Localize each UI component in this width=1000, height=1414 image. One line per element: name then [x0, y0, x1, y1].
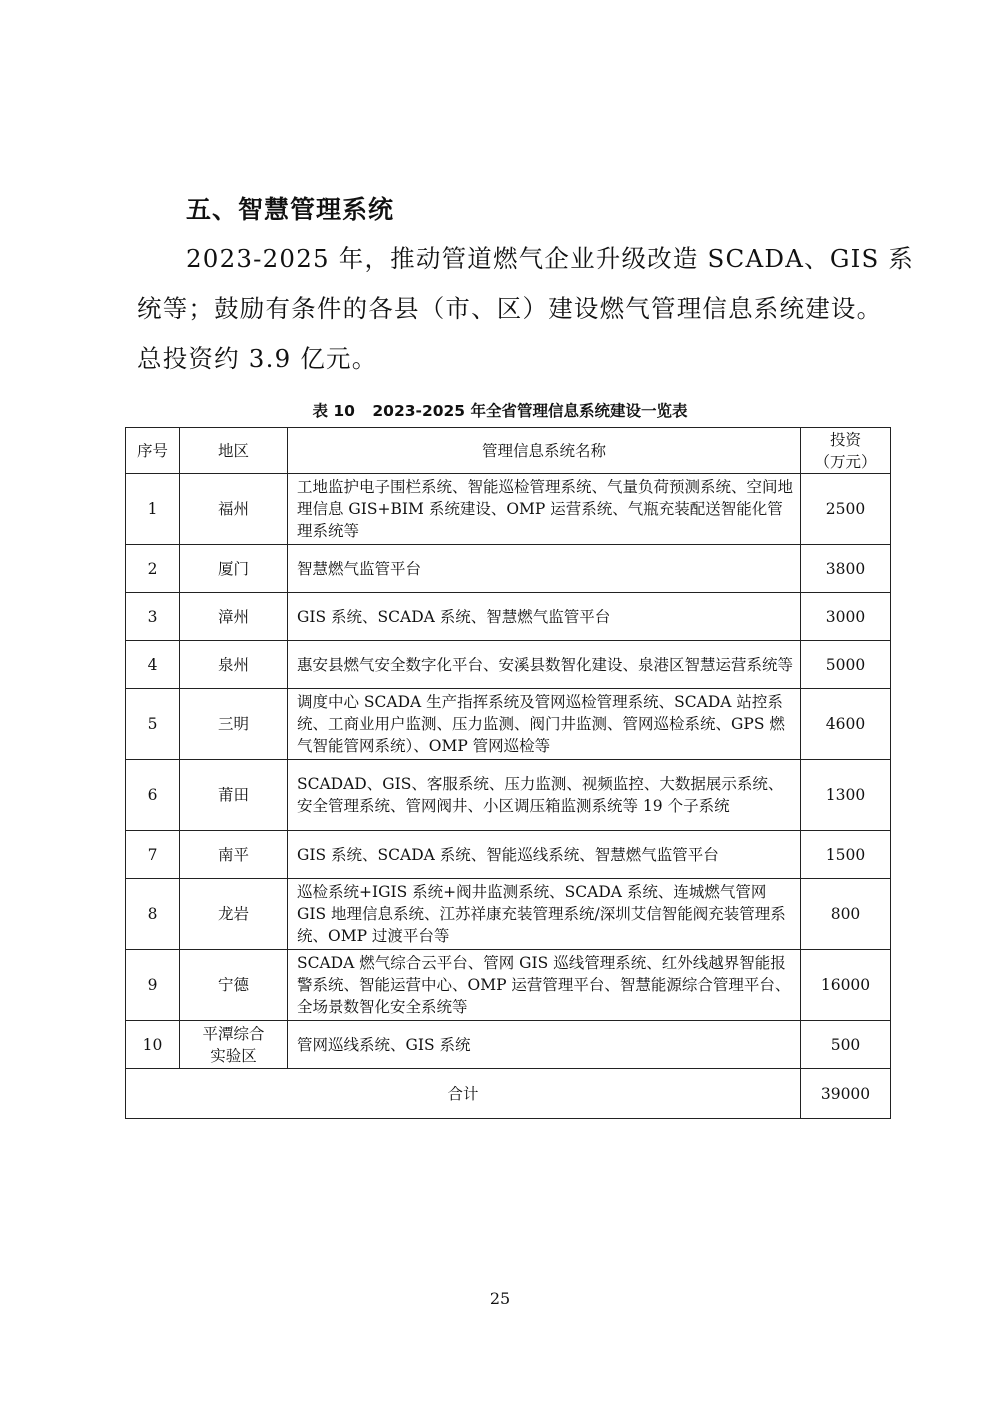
row-no: 10	[126, 1021, 180, 1069]
row-no: 8	[126, 879, 180, 950]
table-row	[126, 474, 891, 545]
row-investment: 16000	[801, 950, 891, 1021]
table-row	[126, 545, 891, 593]
row-systems: 调度中心 SCADA 生产指挥系统及管网巡检管理系统、SCADA 站控系统、工商业用户监测、压力监测、阀门井监测、管网巡检系统、GPS 燃气智能管网系统）、OMP 管网巡检等	[288, 689, 801, 760]
table-caption-title: 2023-2025 年全省管理信息系统建设一览表	[372, 402, 688, 420]
table-row	[126, 879, 891, 950]
table-row	[126, 689, 891, 760]
row-investment: 1500	[801, 831, 891, 879]
row-systems: 工地监护电子围栏系统、智能巡检管理系统、气量负荷预测系统、空间地理信息 GIS+BIM 系统建设、OMP 运营系统、气瓶充装配送智能化管理系统等	[288, 474, 801, 545]
paragraph-line-1: 2023-2025 年，推动管道燃气企业升级改造 SCADA、GIS 系	[186, 244, 915, 273]
row-systems: GIS 系统、SCADA 系统、智能巡线系统、智慧燃气监管平台	[288, 831, 801, 879]
row-no: 4	[126, 641, 180, 689]
row-region: 厦门	[180, 545, 288, 593]
table-row	[126, 760, 891, 831]
row-no: 7	[126, 831, 180, 879]
row-systems: GIS 系统、SCADA 系统、智慧燃气监管平台	[288, 593, 801, 641]
table-header-row	[126, 428, 891, 474]
row-systems: 管网巡线系统、GIS 系统	[288, 1021, 801, 1069]
table-row	[126, 1021, 891, 1069]
table-row	[126, 831, 891, 879]
paragraph-line-2: 统等；鼓励有条件的各县（市、区）建设燃气管理信息系统建设。	[137, 294, 883, 323]
table-caption-label: 表 10	[312, 402, 355, 420]
row-systems: SCADAD、GIS、客服系统、压力监测、视频监控、大数据展示系统、安全管理系统、管网阀井、小区调压箱监测系统等 19 个子系统	[288, 760, 801, 831]
row-investment: 4600	[801, 689, 891, 760]
row-no: 5	[126, 689, 180, 760]
header-systems: 管理信息系统名称	[288, 428, 801, 474]
total-investment: 39000	[801, 1069, 891, 1119]
row-region: 莆田	[180, 760, 288, 831]
total-row	[126, 1069, 891, 1119]
row-systems: SCADA 燃气综合云平台、管网 GIS 巡线管理系统、红外线越界智能报警系统、智能运营中心、OMP 运营管理平台、智慧能源综合管理平台、全场景数智化安全系统等	[288, 950, 801, 1021]
row-systems: 巡检系统+IGIS 系统+阀井监测系统、SCADA 系统、连城燃气管网 GIS 地理信息系统、江苏祥康充装管理系统/深圳艾信智能阀充装管理系统、OMP 过渡平台等	[288, 879, 801, 950]
header-investment	[801, 428, 891, 474]
row-investment: 3000	[801, 593, 891, 641]
header-investment-line1: 投资	[829, 430, 861, 449]
row-region: 三明	[180, 689, 288, 760]
row-region: 宁德	[180, 950, 288, 1021]
row-no: 1	[126, 474, 180, 545]
paragraph-line-3: 总投资约 3.9 亿元。	[137, 344, 378, 373]
table-row	[126, 950, 891, 1021]
row-investment: 3800	[801, 545, 891, 593]
row-region: 南平	[180, 831, 288, 879]
row-investment: 5000	[801, 641, 891, 689]
row-region: 龙岩	[180, 879, 288, 950]
section-heading: 五、智慧管理系统	[186, 195, 395, 224]
total-label: 合计	[126, 1069, 801, 1119]
row-region: 泉州	[180, 641, 288, 689]
row-no: 3	[126, 593, 180, 641]
row-region: 平潭综合实验区	[180, 1021, 288, 1069]
table-row	[126, 641, 891, 689]
row-investment: 800	[801, 879, 891, 950]
investment-table	[125, 427, 891, 1119]
row-no: 2	[126, 545, 180, 593]
table-caption	[0, 399, 1000, 421]
row-investment: 500	[801, 1021, 891, 1069]
row-region: 福州	[180, 474, 288, 545]
table-row	[126, 593, 891, 641]
row-region: 漳州	[180, 593, 288, 641]
row-investment: 2500	[801, 474, 891, 545]
header-investment-line2: （万元）	[814, 452, 877, 471]
row-no: 6	[126, 760, 180, 831]
row-systems: 惠安县燃气安全数字化平台、安溪县数智化建设、泉港区智慧运营系统等	[288, 641, 801, 689]
row-systems: 智慧燃气监管平台	[288, 545, 801, 593]
header-region: 地区	[180, 428, 288, 474]
row-no: 9	[126, 950, 180, 1021]
header-no: 序号	[126, 428, 180, 474]
row-investment: 1300	[801, 760, 891, 831]
page-number: 25	[489, 1289, 511, 1308]
